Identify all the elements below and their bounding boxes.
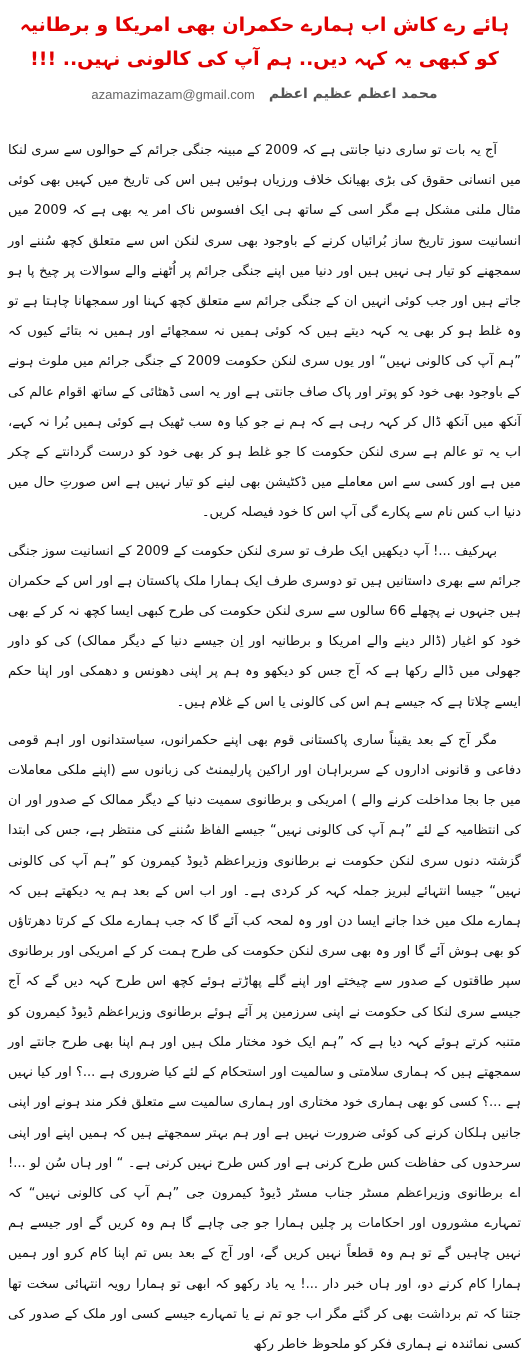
article-body: [8, 136, 521, 1360]
paragraph-text: مگر آج کے بعد یقیناً ساری پاکستانی قوم بھی اپنے حکمرانوں، سیاستدانوں اور اہم قومی دفاعی و قانونی اداروں کے سربراہان اور اراکین پارلیمنٹ کی زبانوں سے (اپنے ملکی معاملات میں جا بجا مداخلت کرنے والے ) امریکی و برطانوی سمیت دنیا کے دیگر ممالک کے صدور اور ان کی انتظامیہ کے لئے ”ہم آپ کی کالونی نہیں“ جیسے الفاظ سُننے کی منتظر ہے، جس کی ابتدا گزشتہ دنوں سری لنکن حکومت نے برطانوی وزیراعظم ڈیوڈ کیمرون کو ”ہم آپ کی کالونی نہیں“ جیسا انتہائے لبریز جملہ کہہ کر کردی ہے۔ اور اب اس کے بعد ہم یہ دیکھتے ہیں کہ ہمارے ملک میں خدا جانے ایسا دن اور وہ لمحہ کب آئے گا کہ جب ہمارے ملک کے کرتا دھرتاؤں کو بھی ہوش آئے گا اور وہ بھی سری لنکن حکومت کی طرح ہمت کر کے امریکی اور برطانوی سپر طاقتوں کے صدور سے چیختے اور اپنے گلے پھاڑتے ہوئے کچھ اس طرح کہہ دیں گے کہ آج جیسے سری لنکا کی حکومت نے اپنی سرزمین پر آئے ہوئے برطانوی وزیراعظم ڈیوڈ کیمرون کو متنبہ کرتے ہوئے کہہ دیا ہے کہ ”ہم ایک خود مختار ملک ہیں اور ہم اپنا بھی طرح جانتے اور سمجھتے ہیں کہ ہماری سلامتی و سالمیت اور استحکام کے لئے کیا ضروری ہے ...؟ اور کیا نہیں ہے ...؟ کسی کو بھی ہماری خود مختاری اور ہماری سالمیت سے متعلق فکر مند ہونے اور اپنی جانیں ہلکان کرنے کی کوئی ضرورت نہیں ہے اور ہم بہتر سمجھتے ہیں کہ ہمیں اپنے اور اپنی سرحدوں کی حفاظت کس طرح کرنی ہے اور کس طرح نہیں کرنی ہے۔ “ اور ہاں سُن لو ...! اے برطانوی وزیراعظم مسٹر جناب مسٹر ڈیوڈ کیمرون جی ”ہم آپ کی کالونی نہیں“ کہ تمہارے مشوروں اور احکامات پر چلیں ہمارا جو جی چاہے گا ہم وہ کریں گے اور جیسے ہم نہیں چاہیں گے تو ہم وہ قطعاً نہیں کریں گے، اور آج کے بعد بس تم اپنا کام کرو اور ہمیں ہمارا کام کرنے دو، اور ہاں خبر دار ...! یہ یاد رکھو کہ ابھی تو ہمارا رویہ انتہائی سخت تھا جتنا کہ تم برداشت بھی کر گئے مگر اب جو تم نے یا تمہارے جیسے کسی اور ملک کے صدور کی کسی نمائندہ نے ہماری فکر کو ملحوظ خاطر رکھ: [8, 732, 521, 1352]
paragraph-text: آج یہ بات تو ساری دنیا جانتی ہے کہ 2009 کے مبینہ جنگی جرائم کے حوالوں سے سری لنکا میں انسانی حقوق کی بڑی بھیانک خلاف ورزیاں ہوئیں ہیں اس کی تاریخ میں کہیں بھی کوئی مثال ملنی مشکل ہے مگر اسی کے ساتھ ہی ایک افسوس ناک امر یہ بھی ہے کہ 2009 میں انسانیت سوز تاریخ ساز بُرائیاں کرنے کے باوجود بھی سری لنکن اس سے متعلق کچھ سُننے اور سمجھنے کو تیار ہی نہیں ہیں اور دنیا میں اپنے جنگی جرائم پر اُٹھنے والے سوالات پر چیخ پا ہو جاتے ہیں اور جب کوئی انہیں ان کے جنگی جرائم سے متعلق کچھ کہنا اور سمجھانا چاہتا ہے تو وہ غلط ہو کر بھی یہ کہہ دیتے ہیں کہ کوئی ہمیں نہ سمجھائے اور ہمیں نہ بتائے کیوں کہ ”ہم آپ کی کالونی نہیں“ اور یوں سری لنکن حکومت 2009 کے جنگی جرائم میں ملوث ہونے کے باوجود بھی خود کو پوتر اور پاک صاف جانتی ہے اور یہ اسی ڈھٹائی کے ساتھ اقوام عالم کی آنکھ میں آنکھ ڈال کر کہہ رہی ہے کہ ہم نے جو کیا وہ سب ٹھیک ہے کوئی ہمیں بُرا نہ کہے، اب یہ تو عالم ہے سری لنکن حکومت کا جو غلط ہو کر بھی خود کو درست گردانتے کے چکر میں ہے اور کسی سے اس معاملے میں ڈکٹیشن بھی لینے کو تیار نہیں ہے اس صورتِ حال میں دنیا اب کس نام سے پکارے گی آپ اس کا خود فیصلہ کریں۔: [8, 143, 521, 521]
article-paragraph: [8, 726, 521, 1360]
article-paragraph: [8, 136, 521, 529]
paragraph-text: بہرکیف ...! آپ دیکھیں ایک طرف تو سری لنکن حکومت کے 2009 کے انسانیت سوز جنگی جرائم سے بھری داستانیں ہیں تو دوسری طرف ایک ہمارا ملک پاکستان ہے اور اس کے حکمران ہیں جنہوں نے پچھلے 66 سالوں سے سری لنکن حکومت کی طرح کبھی ایسا کچھ نہ کر کے بھی خود کو اغیار (ڈالر دینے والے امریکا و برطانیہ اور اِن جیسے دنیا کے دیگر ممالک) کی کو داور جھولی میں ڈالے رکھا ہے کہ آج جس کو دیکھو وہ ہم پر اپنی دھونس و دھمکی اور اپنا حکم ایسے چلاتا ہے کہ جیسے ہم اس کی کالونی یا اس کے غلام ہیں۔: [8, 543, 522, 710]
author-email: azamazimazam@gmail.com: [91, 86, 255, 102]
author-name: محمد اعظم عظیم اعظم: [268, 86, 438, 102]
article-headline: ہائے رے کاش اب ہمارے حکمران بھی امریکا و برطانیہ کو کبھی یہ کہہ دیں.. ہم آپ کی کالونی نہیں.. !!!: [19, 14, 510, 70]
byline: [8, 82, 521, 106]
article-paragraph: [8, 537, 521, 718]
